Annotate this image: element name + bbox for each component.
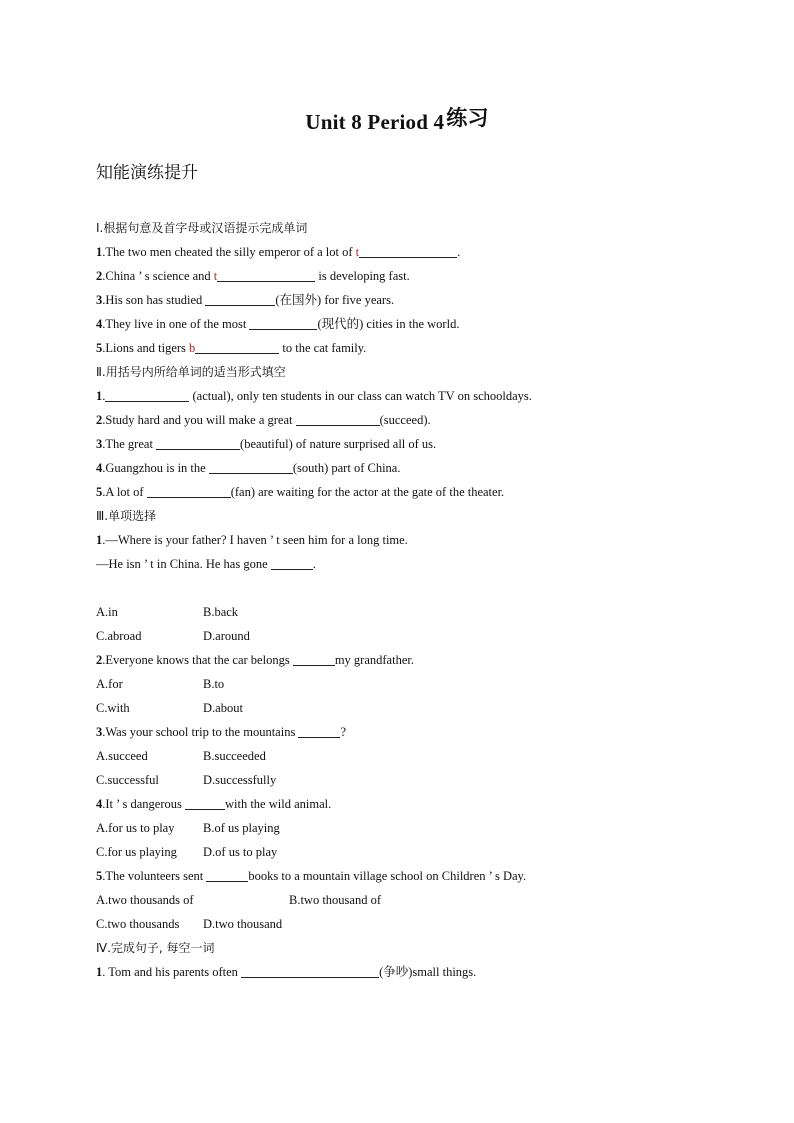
- s3-question-3: 3.Was your school trip to the mountains ?: [96, 725, 347, 739]
- s3-q5-option-d[interactable]: D.two thousand: [203, 917, 283, 931]
- s3-q5-options-ab: [96, 888, 736, 912]
- s3-q4-blank[interactable]: [185, 795, 225, 810]
- s3-question-1: 1.—Where is your father? I haven ’ t seen him for a long time.: [96, 533, 408, 547]
- s3-q2-options-ab: [96, 672, 736, 696]
- s4-question-1: 1. Tom and his parents often (争吵)small things.: [96, 965, 477, 979]
- s3-q5-option-b[interactable]: B.two thousand of: [289, 893, 382, 907]
- s1-q4-blank[interactable]: [249, 315, 317, 330]
- s3-q2-options-cd: [96, 696, 736, 720]
- s3-q1-option-c[interactable]: C.abroad: [96, 629, 142, 643]
- s3-q5-blank[interactable]: [206, 867, 248, 882]
- spacer: [96, 576, 736, 600]
- s2-q4-blank[interactable]: [209, 459, 293, 474]
- s3-q4-option-b[interactable]: B.of us playing: [203, 821, 280, 835]
- s2-q2-blank[interactable]: [296, 411, 380, 426]
- title-main: Unit 8 Period 4: [305, 110, 445, 134]
- s1-q5-blank[interactable]: [195, 339, 279, 354]
- s3-question-4: 4.It ’ s dangerous with the wild animal.: [96, 797, 332, 811]
- s3-question-2: 2.Everyone knows that the car belongs my grandfather.: [96, 653, 414, 667]
- section-1-heading: Ⅰ.根据句意及首字母或汉语提示完成单词: [96, 221, 308, 235]
- s3-q3-option-b[interactable]: B.succeeded: [203, 749, 266, 763]
- s3-q4-option-a[interactable]: A.for us to play: [96, 821, 175, 835]
- s1-question-3: 3.His son has studied (在国外) for five years.: [96, 293, 395, 307]
- s2-question-2: 2.Study hard and you will make a great (succeed).: [96, 413, 431, 427]
- section-3-heading: Ⅲ.单项选择: [96, 509, 157, 523]
- s1-question-5: 5.Lions and tigers b to the cat family.: [96, 341, 367, 355]
- s3-q1-options-cd: [96, 624, 736, 648]
- s3-q2-option-a[interactable]: A.for: [96, 677, 123, 691]
- s3-q3-blank[interactable]: [298, 723, 340, 738]
- s1-question-4: 4.They live in one of the most (现代的) cities in the world.: [96, 317, 460, 331]
- s3-q4-option-d[interactable]: D.of us to play: [203, 845, 278, 859]
- s2-q1-blank[interactable]: [105, 387, 189, 402]
- exercise-content: [96, 216, 736, 984]
- s3-q4-option-c[interactable]: C.for us playing: [96, 845, 177, 859]
- s3-q1-option-a[interactable]: A.in: [96, 605, 118, 619]
- s3-q2-option-b[interactable]: B.to: [203, 677, 225, 691]
- s2-question-5: 5.A lot of (fan) are waiting for the actor at the gate of the theater.: [96, 485, 505, 499]
- s3-q2-option-d[interactable]: D.about: [203, 701, 243, 715]
- s1-question-2: 2.China ’ s science and t is developing fast.: [96, 269, 410, 283]
- s1-q1-blank[interactable]: [359, 243, 457, 258]
- s3-q5-option-c[interactable]: C.two thousands: [96, 917, 180, 931]
- s3-question-5: 5.The volunteers sent books to a mountain village school on Children ’ s Day.: [96, 869, 527, 883]
- s3-q3-options-cd: [96, 768, 736, 792]
- page-subtitle: 知能演练提升: [96, 163, 198, 183]
- s2-q3-blank[interactable]: [156, 435, 240, 450]
- s3-q3-option-c[interactable]: C.successful: [96, 773, 159, 787]
- s3-q1-option-d[interactable]: D.around: [203, 629, 250, 643]
- s3-q4-options-cd: [96, 840, 736, 864]
- page-title: [0, 106, 794, 136]
- s3-q5-option-a[interactable]: A.two thousands of: [96, 893, 194, 907]
- s3-q4-options-ab: [96, 816, 736, 840]
- section-2-heading: Ⅱ.用括号内所给单词的适当形式填空: [96, 365, 286, 379]
- s2-question-4: 4.Guangzhou is in the (south) part of China.: [96, 461, 401, 475]
- title-cn: 练习: [446, 106, 489, 130]
- s3-q1-option-b[interactable]: B.back: [203, 605, 239, 619]
- s4-q1-blank[interactable]: [241, 963, 379, 978]
- s3-question-1-line2: —He isn ’ t in China. He has gone .: [96, 557, 316, 571]
- s1-q2-blank[interactable]: [217, 267, 315, 282]
- s3-q1-options-ab: [96, 600, 736, 624]
- s3-q2-option-c[interactable]: C.with: [96, 701, 130, 715]
- s3-q5-options-cd: [96, 912, 736, 936]
- s2-q5-blank[interactable]: [147, 483, 231, 498]
- s2-question-3: 3.The great (beautiful) of nature surprised all of us.: [96, 437, 437, 451]
- s1-question-1: 1.The two men cheated the silly emperor of a lot of t .: [96, 245, 461, 259]
- s3-q2-blank[interactable]: [293, 651, 335, 666]
- s3-q3-option-d[interactable]: D.successfully: [203, 773, 277, 787]
- s3-q3-option-a[interactable]: A.succeed: [96, 749, 148, 763]
- section-4-heading: Ⅳ.完成句子, 每空一词: [96, 941, 215, 955]
- s1-q3-blank[interactable]: [205, 291, 275, 306]
- s2-question-1: 1. (actual), only ten students in our class can watch TV on schooldays.: [96, 389, 532, 403]
- s3-q3-options-ab: [96, 744, 736, 768]
- s3-q1-blank[interactable]: [271, 555, 313, 570]
